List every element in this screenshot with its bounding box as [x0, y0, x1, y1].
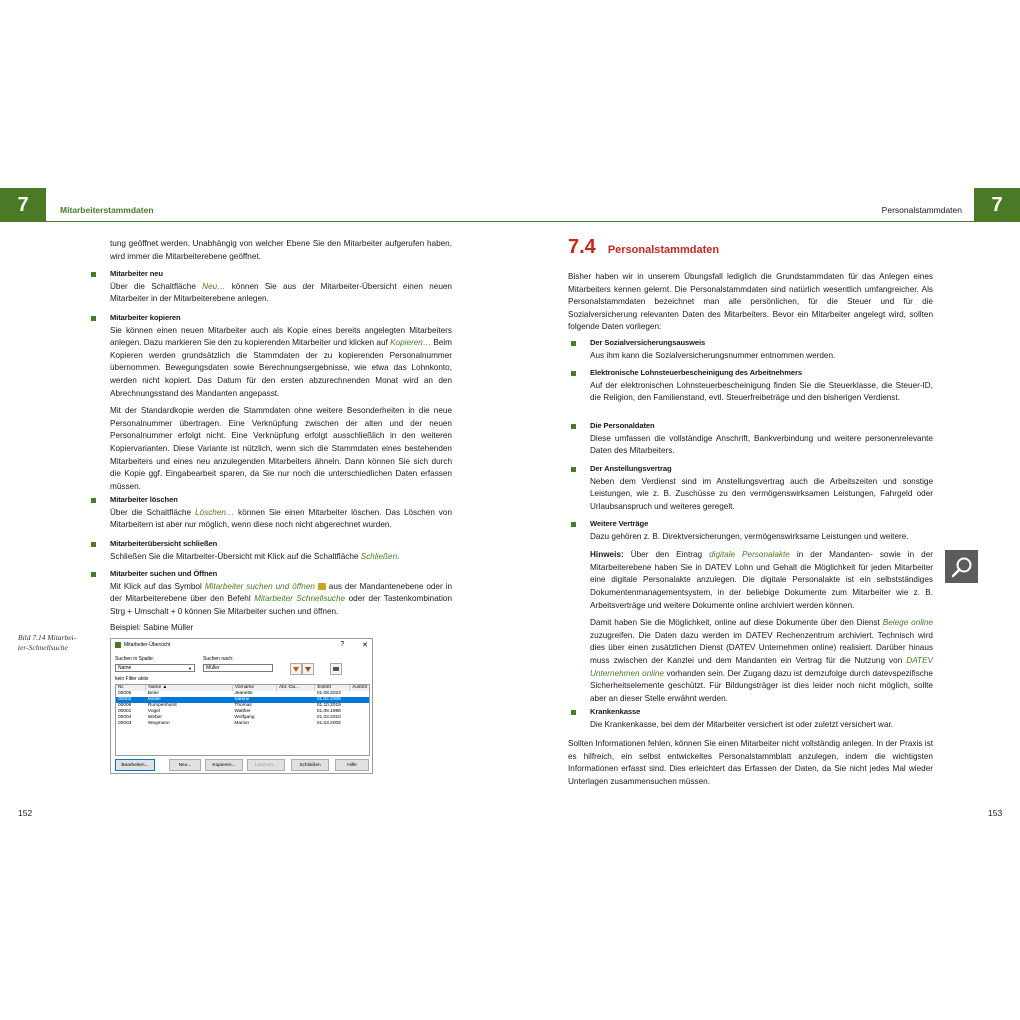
bullet-title: Mitarbeiter neu: [110, 269, 163, 278]
table-cell: 01.08.2023: [316, 691, 341, 696]
chevron-down-icon: ▼: [188, 665, 192, 671]
table-cell: 01.03.2010: [316, 715, 341, 720]
bullet-suchen-oeffnen: Mitarbeiter suchen und Öffnen Mit Klick auf das Symbol Mitarbeiter suchen und öffnen aus der Mandantenebene oder in der Mitarbeiterebene über den Befehl Mitarbeiter Schnellsuche oder der Tastenkombination Strg + Umschalt + 0 können Sie Mitarbeiter suchen und öffnen. Beispiel: Sabine Müller: [110, 568, 452, 635]
header-rule-left: [46, 221, 510, 222]
service-reference: DATEV Unternehmen online: [590, 655, 933, 678]
bullet-marker: [571, 424, 576, 429]
header-rule-right: [510, 221, 974, 222]
section-number: 7.4: [568, 236, 596, 258]
section-heading: [568, 236, 719, 259]
table-cell: Vogel: [147, 709, 160, 714]
bullet-title: Mitarbeiter löschen: [110, 495, 178, 504]
table-cell: 00003: [118, 721, 132, 726]
table-cell: Thomas: [234, 703, 252, 708]
bullet-title: Mitarbeiterübersicht schließen: [110, 539, 218, 548]
column-header[interactable]: Name ▲: [146, 685, 232, 691]
table-cell: Müller: [147, 697, 161, 702]
bullet-marker: [571, 341, 576, 346]
table-cell: Weber: [147, 715, 162, 720]
app-icon: [115, 642, 121, 648]
table-cell: 00002: [118, 697, 132, 702]
bullet-mitarbeiter-neu: Mitarbeiter neu Über die Schaltfläche Neu… können Sie aus der Mitarbeiter-Übersicht einen neuen Mitarbeiter in der Mitarbeiterebene anlegen.: [110, 269, 452, 304]
bullet-marker: [571, 371, 576, 376]
table-cell: 00005: [118, 691, 132, 696]
bullet-title: Mitarbeiter kopieren: [110, 313, 181, 322]
search-person-icon: [318, 583, 326, 590]
running-head-text: Mitarbeiterstammdaten: [60, 205, 154, 215]
search-column-select[interactable]: Name ▼: [115, 664, 195, 672]
schliessen-button[interactable]: Schließen: [291, 759, 329, 771]
search-for-label: Suchen nach:: [203, 656, 234, 662]
employee-table: [115, 684, 370, 756]
search-column-label: Suchen in Spalte:: [115, 656, 155, 662]
sort-asc-icon: ▲: [162, 685, 168, 690]
bullet-uebersicht-schliessen: Mitarbeiterübersicht schließen Schließen Sie die Mitarbeiter-Übersicht mit Klick auf die Schaltfläche Schließen.: [110, 538, 452, 563]
chapter-number: 7: [17, 193, 29, 216]
left-intro-paragraph: tung geöffnet werden. Unabhängig von welcher Ebene Sie den Mitarbeiter aufgerufen haben, wird immer die Mitarbeiterebene geöffnet.: [110, 239, 452, 261]
column-header[interactable]: Vorname: [232, 685, 276, 691]
item-title: Krankenkasse: [590, 707, 641, 716]
dialog-title: Mitarbeiter-Übersicht: [124, 642, 171, 648]
item-anstellungsvertrag: Der Anstellungsvertrag Neben dem Verdienst sind im Anstellungsvertrag auch die Arbeitszeiten und sonstige Leistungen, wie z. B. Zuschüsse zu den vermögenswirksamen Leistungen, Fahrgeld oder Urlaubsanspruch und weiteres geregelt.: [590, 464, 933, 511]
table-cell: Walther: [234, 709, 251, 714]
table-cell: 01.03.2006: [316, 721, 341, 726]
item-title: Der Sozialversicherungsausweis: [590, 338, 706, 347]
table-cell: [350, 721, 369, 727]
bullet-marker: [91, 572, 96, 577]
filter-icon[interactable]: [290, 663, 302, 675]
item-title: Elektronische Lohnsteuerbescheinigung des Arbeitnehmers: [590, 368, 802, 377]
button-reference: Löschen…: [195, 507, 235, 517]
bullet-marker: [91, 316, 96, 321]
running-head-left: [60, 200, 154, 220]
table-row[interactable]: [116, 721, 369, 727]
help-button[interactable]: ?: [340, 641, 345, 648]
example-line: Beispiel: Sabine Müller: [110, 623, 194, 633]
bullet-marker: [571, 522, 576, 527]
button-reference: Neu…: [202, 281, 226, 291]
symbol-reference: Mitarbeiter suchen und öffnen: [204, 581, 315, 591]
chapter-number-badge-right: [974, 188, 1020, 222]
table-cell: 00004: [118, 715, 132, 720]
item-sozialversicherungsausweis: Der Sozialversicherungsausweis Aus ihm kann die Sozialversicherungsnummer entnommen werden.: [590, 337, 933, 362]
chapter-number-badge-left: [0, 188, 46, 222]
figure-caption: Bild 7.14 Mitarbei- ter-Schnellsuche: [18, 633, 77, 652]
running-head-text: Personalstammdaten: [881, 205, 962, 215]
hint-label: Hinweis:: [590, 550, 624, 560]
item-krankenkasse: Krankenkasse Die Krankenkasse, bei dem der Mitarbeiter versichert ist oder zuletzt versichert war.: [590, 706, 933, 731]
table-cell: 01.10.2019: [316, 703, 341, 708]
kopieren-button[interactable]: Kopieren...: [205, 759, 243, 771]
bullet-marker: [91, 542, 96, 547]
bullet-marker: [571, 467, 576, 472]
table-cell: Sabine: [234, 697, 250, 702]
item-title: Die Personaldaten: [590, 421, 655, 430]
table-cell: Wegmann: [147, 721, 170, 726]
filter-status: kein Filter aktiv: [115, 676, 149, 682]
search-input[interactable]: Müller: [203, 664, 273, 672]
bullet-marker: [91, 498, 96, 503]
neu-button[interactable]: Neu...: [169, 759, 201, 771]
table-cell: 00006: [118, 703, 132, 708]
table-cell: [276, 721, 314, 727]
filter-remove-icon[interactable]: [302, 663, 314, 675]
item-personaldaten: Die Personaldaten Diese umfassen die vollständige Anschrift, Bankverbindung und weitere personenrelevante Daten des Mitarbeiters.: [590, 421, 933, 456]
hilfe-button[interactable]: Hilfe: [335, 759, 369, 771]
column-header[interactable]: Abr.-Da...: [276, 685, 314, 691]
loeschen-button[interactable]: Löschen...: [247, 759, 285, 771]
column-header[interactable]: Eintritt: [315, 685, 350, 691]
button-reference: Schließen: [360, 551, 398, 561]
close-button[interactable]: ✕: [362, 642, 368, 649]
table-cell: Rumpenhorst: [147, 703, 177, 708]
item-title: Der Anstellungsvertrag: [590, 464, 672, 473]
print-icon[interactable]: [330, 663, 342, 675]
page-number-right: 153: [988, 808, 1003, 818]
mitarbeiter-uebersicht-dialog: [110, 638, 373, 774]
button-reference: Kopieren…: [390, 338, 432, 348]
bullet-mitarbeiter-loeschen: Mitarbeiter löschen Über die Schaltfläche Löschen… können Sie einen Mitarbeiter löschen. Das Löschen von Mitarbeitern ist aber nur möglich, wenn diese noch nicht abgerechnet wurden.: [110, 495, 453, 530]
bearbeiten-button[interactable]: Bearbeiten...: [115, 759, 155, 771]
item-lohnsteuerbescheinigung: Elektronische Lohnsteuerbescheinigung des Arbeitnehmers Auf der elektronischen Lohnsteuerbescheinigung finden Sie die Steuerklasse, die Steuer-ID, die Religion, den Familienstand, evtl. Steuerfreibeträge und den bisherigen Verdienst.: [590, 368, 933, 403]
section-title: Personalstammdaten: [607, 244, 720, 256]
table-cell: Jeanette: [234, 691, 253, 696]
running-head-right: [882, 200, 962, 220]
magnifier-icon: [945, 550, 978, 583]
bullet-title: Mitarbeiter suchen und Öffnen: [110, 569, 218, 578]
right-outro-paragraph: Sollten Informationen fehlen, können Sie einen Mitarbeiter nicht vollständig anlegen. In der Praxis ist es hilfreich, ein selbst entwickeltes Personalstammblatt anzulegen, indem die wichtigsten Informationen erfasst sind. Dies erleichtert das Erfassen der Daten, da Sie nicht jedes Mal wieder Unterlagen zusammensuchen müssen.: [568, 739, 933, 786]
item-title: Weitere Verträge: [590, 519, 649, 528]
table-cell: 01.02.2006: [316, 697, 341, 702]
bullet-marker: [571, 710, 576, 715]
command-reference: Mitarbeiter Schnellsuche: [254, 594, 346, 604]
column-header[interactable]: Nr.: [116, 685, 146, 691]
table-cell: 00001: [118, 709, 132, 714]
page-number-left: 152: [18, 808, 33, 818]
bullet-mitarbeiter-kopieren: Mitarbeiter kopieren Sie können einen neuen Mitarbeiter auch als Kopie eines bereits angelegten Mitarbeiters anlegen. Dazu markieren Sie den zu kopierenden Mitarbeiter und klicken auf Kopieren… Beim Kopieren werden grundsätzlich die Stammdaten der zu kopierenden Personalnummer übernommen. Bewegungsdaten sowie Berechnungsergebnisse, wie etwa das Lohnkonto, werden nicht kopiert. Das Datum für den ersten abzurechnenden Monat wird an den Abrechnungsstand des Mandanten angepasst. Mit der Standardkopie werden die Stammdaten ohne weitere Besonderheiten in die neue Personalnummer übertragen. Eine Verknüpfung zwischen der alten und der neuen Personalnummer erfolgt nicht. Eine Verknüpfung erfolgt ausschließlich in den weiteren Kopiervarianten. Diese Variante ist nützlich, wenn sich die Stammdaten eines bestehenden Mitarbeiters und eines neu anzulegenden Mitarbeiters ähneln. Dann können Sie sich durch die Kopie ggf. Eingabearbeit sparen, da Sie nur noch die unterschiedlichen Daten erfassen müssen.: [110, 313, 452, 491]
table-cell: Beier: [147, 691, 160, 696]
menu-reference: digitale Personalakte: [709, 550, 790, 560]
dialog-titlebar: [111, 639, 372, 651]
item-weitere-vertraege: Weitere Verträge Dazu gehören z. B. Direktversicherungen, vermögenswirksame Leistungen und weitere. Hinweis: Über den Eintrag digitale Personalakte in der Mandanten- sowie in der Mitarbeiterebene haben Sie in DATEV Lohn und Gehalt die Möglichkeit für jeden Mitarbeiter eine digitale Personalakte anzulegen. Die digitale Personalakte ist ein selbstständiges Dokumentenmanagementsystem, in der beliebige Dokumente zum Mitarbeiter wie z. B. Arbeitsverträge und weitere Dokumente online archiviert werden können. Damit haben Sie die Möglichkeit, online auf diese Dokumente über den Dienst Belege online zuzugreifen. Die Daten dazu werden im DATEV Rechenzentrum archiviert. Technisch wird dies über einen zusätzlichen Dienst (DATEV Unternehmen online) realisiert. Darüber hinaus muss zwischen der Kanzlei und dem Mandanten ein Vertrag für die Nutzung von DATEV Unternehmen online vorhanden sein. Der Zugang dazu ist demzufolge durch datevspezifische Sicherheitselemente geschützt. Für Bildungsträger ist dies leider noch nicht möglich, sollte aber an dieser Stelle erwähnt werden.: [590, 519, 933, 703]
column-header[interactable]: Austritt: [352, 685, 367, 690]
table-cell: Wolfgang: [234, 715, 255, 720]
service-reference: Belege online: [882, 618, 933, 628]
table-cell: 01.08.1998: [316, 709, 341, 714]
bullet-marker: [91, 272, 96, 277]
table-cell: Marion: [234, 721, 250, 726]
chapter-number: 7: [991, 193, 1003, 216]
right-intro-paragraph: Bisher haben wir in unserem Übungsfall lediglich die Grundstammdaten für das Anlegen eines Mitarbeiters kennen gelernt. Die Personalstammdaten sind natürlich wesentlich umfangreicher. Als Personalstammdaten bezeichnet man alle persönlichen, für die Steuer und für die Sozialversicherung relevanten Daten des Mitarbeiters. Bevor ein Mitarbeiter angelegt wird, sollten folgende Daten vorliegen:: [568, 272, 933, 332]
